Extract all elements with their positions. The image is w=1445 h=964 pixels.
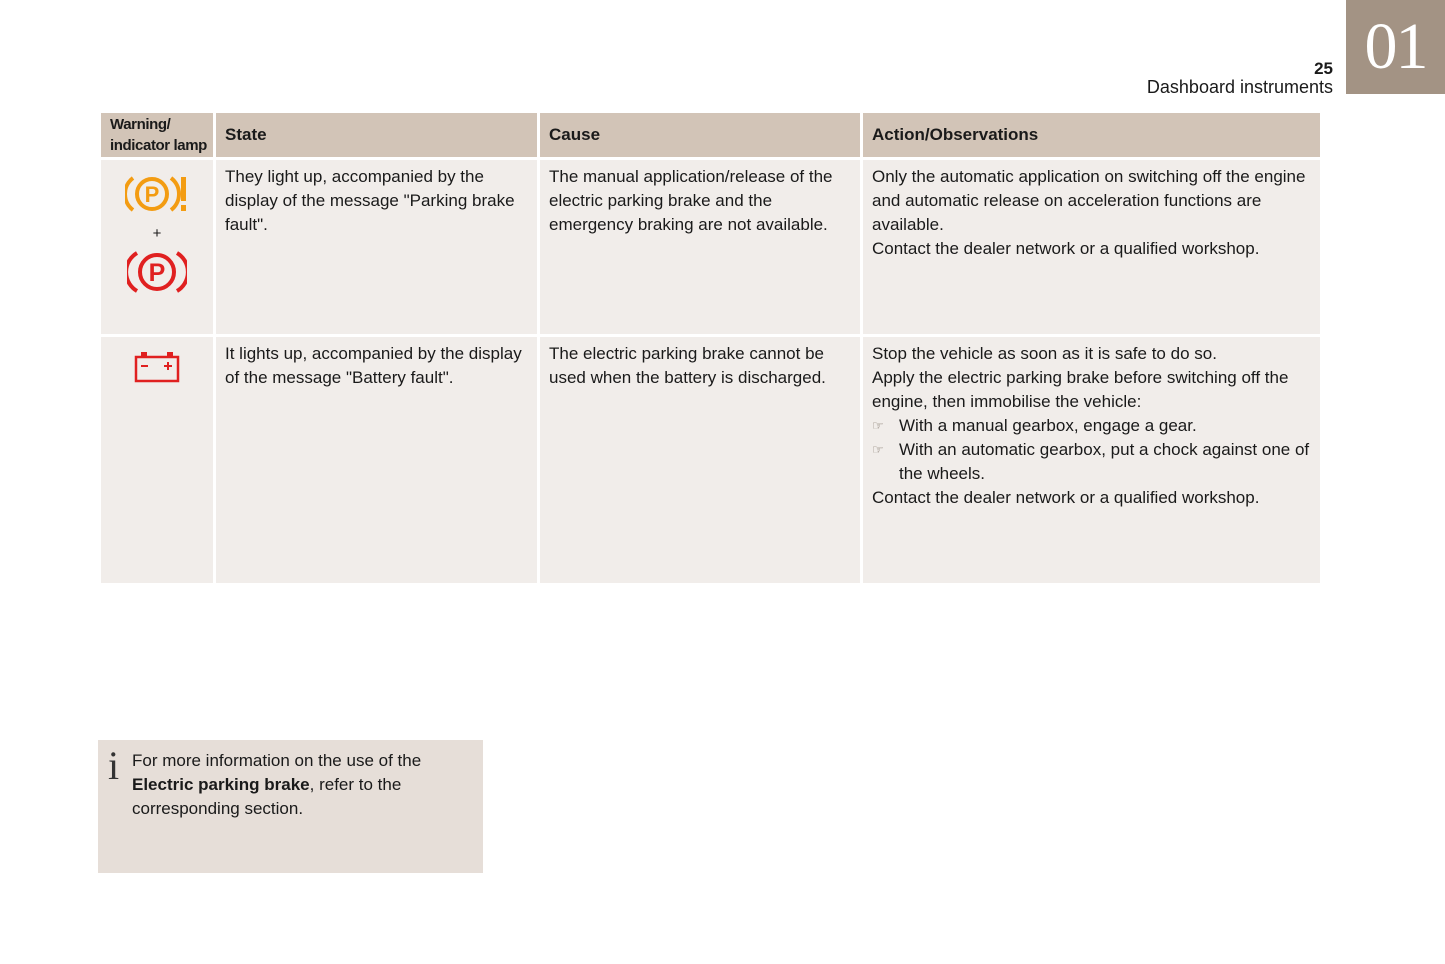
- section-title: Dashboard instruments: [1146, 77, 1333, 97]
- battery-icon: [134, 351, 180, 383]
- column-header-lamp-line1: Warning/: [110, 116, 171, 133]
- pointing-hand-icon: ☞: [872, 418, 884, 433]
- action-cell: [862, 336, 1322, 585]
- info-text-bold: Electric parking brake: [132, 775, 310, 794]
- parking-brake-fault-icon: [125, 174, 189, 214]
- warning-lamp-table: [98, 110, 1323, 586]
- bullet-text: With an automatic gearbox, put a chock against one of the wheels.: [899, 440, 1310, 483]
- column-header-lamp-line2: indicator lamp: [110, 137, 207, 154]
- cause-cell: The electric parking brake cannot be used when the battery is discharged.: [539, 336, 862, 585]
- chapter-tab: 01: [1346, 0, 1445, 94]
- table-row: [100, 159, 1322, 336]
- info-text-before: For more information on the use of the: [132, 751, 422, 770]
- column-header-lamp: [100, 112, 215, 159]
- column-header-state: State: [215, 112, 539, 159]
- state-cell: It lights up, accompanied by the display of the message "Battery fault".: [215, 336, 539, 585]
- bullet-text: With a manual gearbox, engage a gear.: [899, 416, 1197, 435]
- action-text: Only the automatic application on switching off the engine and automatic release on acceleration functions are available.: [872, 167, 1306, 234]
- action-text: Contact the dealer network or a qualified workshop.: [872, 239, 1260, 258]
- info-box: [98, 740, 483, 873]
- page-number: 25: [1314, 59, 1333, 78]
- table-header-row: [100, 112, 1322, 159]
- state-cell: They light up, accompanied by the display of the message "Parking brake fault".: [215, 159, 539, 336]
- column-header-action: Action/Observations: [862, 112, 1322, 159]
- info-text-after: , refer to the corresponding section.: [132, 775, 402, 818]
- info-icon: i: [108, 743, 120, 788]
- cause-cell: The manual application/release of the electric parking brake and the emergency braking are not available.: [539, 159, 862, 336]
- pointing-hand-icon: ☞: [872, 442, 884, 457]
- column-header-cause: Cause: [539, 112, 862, 159]
- lamp-separator: +: [152, 225, 162, 242]
- action-text: Contact the dealer network or a qualified workshop.: [872, 488, 1260, 507]
- action-text: Apply the electric parking brake before switching off the engine, then immobilise the vehicle:: [872, 368, 1289, 411]
- table-row: [100, 336, 1322, 585]
- lamp-cell: [100, 159, 215, 336]
- svg-text:P: P: [148, 259, 166, 287]
- action-cell: [862, 159, 1322, 336]
- list-item: [872, 438, 1311, 486]
- svg-text:P: P: [144, 182, 160, 207]
- action-text: Stop the vehicle as soon as it is safe to do so.: [872, 344, 1217, 363]
- parking-brake-icon: [127, 250, 187, 294]
- list-item: [872, 414, 1311, 438]
- lamp-cell: [100, 336, 215, 585]
